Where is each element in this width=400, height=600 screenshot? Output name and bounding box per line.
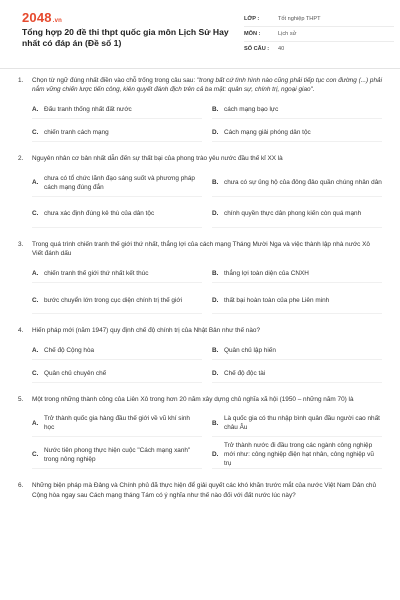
option-c[interactable] (32, 364, 202, 383)
option-text: chưa có tổ chức lãnh đạo sáng suốt và phương pháp cách mạng đúng đắn (44, 174, 195, 191)
option-d[interactable] (212, 441, 382, 469)
option-b[interactable] (212, 264, 382, 283)
option-text: Quân chủ chuyên chế (44, 369, 107, 377)
option-text: Trở thành quốc gia hàng đầu thế giới về vũ khí sinh học (44, 415, 190, 432)
option-a[interactable] (32, 264, 202, 283)
question-list (18, 76, 382, 512)
option-letter: D. (212, 128, 219, 136)
option-grid (18, 170, 382, 228)
option-grid (18, 100, 382, 142)
option-letter: C. (32, 451, 39, 459)
logo-brand: 2048 (22, 10, 52, 25)
option-b[interactable] (212, 341, 382, 360)
option-letter: D. (212, 210, 219, 218)
question-text: Những biện pháp mà Đảng và Chính phủ đã thực hiện để giải quyết các khó khăn trước mắt của nước Việt Nam Dân chủ Cộng hòa ngay sau Cách mạng tháng Tám có ý nghĩa như thế nào đối với đất nước lúc này? (32, 482, 377, 499)
question-number: 4. (18, 327, 24, 335)
question-stem (18, 326, 382, 335)
question-number: 2. (18, 155, 24, 163)
option-text: Nước tiên phong thực hiện cuộc "Cách mạng xanh" trong nông nghiệp (44, 446, 191, 463)
question-4 (18, 326, 382, 383)
option-letter: B. (212, 346, 219, 354)
option-a[interactable] (32, 170, 202, 197)
option-d[interactable] (212, 123, 382, 142)
option-text: Cách mạng giải phóng dân tộc (224, 128, 311, 136)
question-number: 1. (18, 77, 24, 84)
option-d[interactable] (212, 201, 382, 228)
header-divider (0, 68, 400, 69)
meta-row-count (244, 42, 394, 56)
option-letter: B. (212, 179, 219, 187)
option-letter: A. (32, 419, 39, 427)
option-letter: D. (212, 369, 219, 377)
option-letter: B. (212, 269, 219, 277)
option-letter: A. (32, 105, 39, 113)
option-d[interactable] (212, 364, 382, 383)
meta-key: LỚP : (244, 16, 260, 22)
question-text: Một trong những thành công của Liên Xô trong hơn 20 năm xây dựng chủ nghĩa xã hội (1950 – những năm 70) là (32, 396, 354, 404)
meta-key: SỐ CÂU : (244, 46, 270, 52)
option-text: chiến tranh thế giới thứ nhất kết thúc (44, 269, 149, 277)
option-text: thất bại hoàn toàn của phe Liên minh (224, 296, 330, 304)
site-logo[interactable] (22, 10, 62, 25)
option-text: thắng lợi toàn diện của CNXH (224, 269, 309, 277)
option-a[interactable] (32, 410, 202, 437)
question-5 (18, 395, 382, 469)
option-text: chưa xác định đúng kẻ thù của dân tộc (44, 210, 155, 218)
question-number: 5. (18, 396, 24, 404)
option-text: Là quốc gia có thu nhập bình quân đầu người cao nhất châu Âu (224, 415, 380, 432)
option-text: Chế độ độc tài (224, 369, 266, 377)
option-letter: C. (32, 128, 39, 136)
option-c[interactable] (32, 123, 202, 142)
option-letter: D. (212, 296, 219, 304)
page-title: Tổng hợp 20 đề thi thpt quốc gia môn Lịch Sử Hay nhất có đáp án (Đề số 1) (22, 27, 229, 48)
meta-value: Tốt nghiệp THPT (278, 16, 321, 22)
option-letter: B. (212, 105, 219, 113)
option-letter: B. (212, 419, 219, 427)
option-b[interactable] (212, 100, 382, 119)
option-grid (18, 341, 382, 383)
question-lead: Chọn từ ngữ đúng nhất điền vào chỗ trống trong câu sau: (32, 77, 197, 84)
question-2 (18, 154, 382, 227)
option-c[interactable] (32, 201, 202, 228)
option-d[interactable] (212, 287, 382, 314)
meta-row-subject (244, 27, 394, 42)
question-1 (18, 76, 382, 142)
option-grid (18, 264, 382, 314)
question-quote: "trong bất cứ tình hình nào cũng phải tiếp tục con đường (...) phải nắm vững chiến lược tiến công, kiên quyết đánh địch trên cả ba mặt: quân sự, chính trị, ngoại giao". (32, 77, 383, 94)
question-3 (18, 240, 382, 314)
question-stem (18, 154, 382, 163)
question-text: Nguyên nhân cơ bản nhất dẫn đến sự thất bại của phong trào yêu nước đầu thế kỉ XX là (32, 155, 283, 163)
question-stem (18, 76, 382, 94)
meta-table (244, 12, 394, 56)
option-a[interactable] (32, 100, 202, 119)
meta-value: Lịch sử (278, 31, 297, 37)
option-text: Chế độ Cộng hòa (44, 346, 95, 354)
logo-tld: .vn (52, 18, 63, 24)
question-stem (18, 395, 382, 404)
option-letter: D. (212, 451, 219, 459)
header (18, 0, 382, 60)
option-letter: A. (32, 346, 39, 354)
question-text: Hiến pháp mới (năm 1947) quy định chế độ chính trị của Nhật Bản như thế nào? (32, 327, 261, 335)
option-text: cách mạng bạo lực (224, 105, 279, 113)
option-letter: C. (32, 369, 39, 377)
option-letter: C. (32, 296, 39, 304)
option-a[interactable] (32, 341, 202, 360)
question-stem (18, 481, 382, 499)
meta-row-class (244, 12, 394, 27)
question-text: Trong quá trình chiến tranh thế giới thứ nhất, thắng lợi của cách mạng Tháng Mười Nga và việc thành lập nhà nước Xô Viết đánh dấu (32, 240, 370, 257)
option-letter: C. (32, 210, 39, 218)
question-number: 6. (18, 482, 24, 490)
meta-key: MÔN : (244, 31, 261, 37)
question-text (32, 76, 382, 94)
option-text: Trở thành nước đi đầu trong các ngành công nghiệp mới như: công nghiệp điện hạt nhân, công nghiệp vũ trụ (224, 442, 374, 468)
option-text: bước chuyển lớn trong cục diện chính trị thế giới (44, 296, 182, 304)
question-stem (18, 240, 382, 258)
option-text: chiến tranh cách mạng (44, 128, 109, 136)
option-grid (18, 410, 382, 469)
option-c[interactable] (32, 441, 202, 469)
option-b[interactable] (212, 410, 382, 437)
option-text: chính quyền thực dân phong kiến còn quá mạnh (224, 210, 362, 218)
option-c[interactable] (32, 287, 202, 314)
option-text: Đấu tranh thống nhất đất nước (44, 105, 132, 113)
question-6 (18, 481, 382, 499)
option-letter: A. (32, 179, 39, 187)
option-text: Quân chủ lập hiến (224, 346, 276, 354)
question-number: 3. (18, 240, 24, 248)
meta-value: 40 (278, 46, 285, 52)
option-letter: A. (32, 269, 39, 277)
option-text: chưa có sự ủng hộ của đông đảo quần chúng nhân dân (224, 179, 382, 187)
option-b[interactable] (212, 170, 382, 197)
